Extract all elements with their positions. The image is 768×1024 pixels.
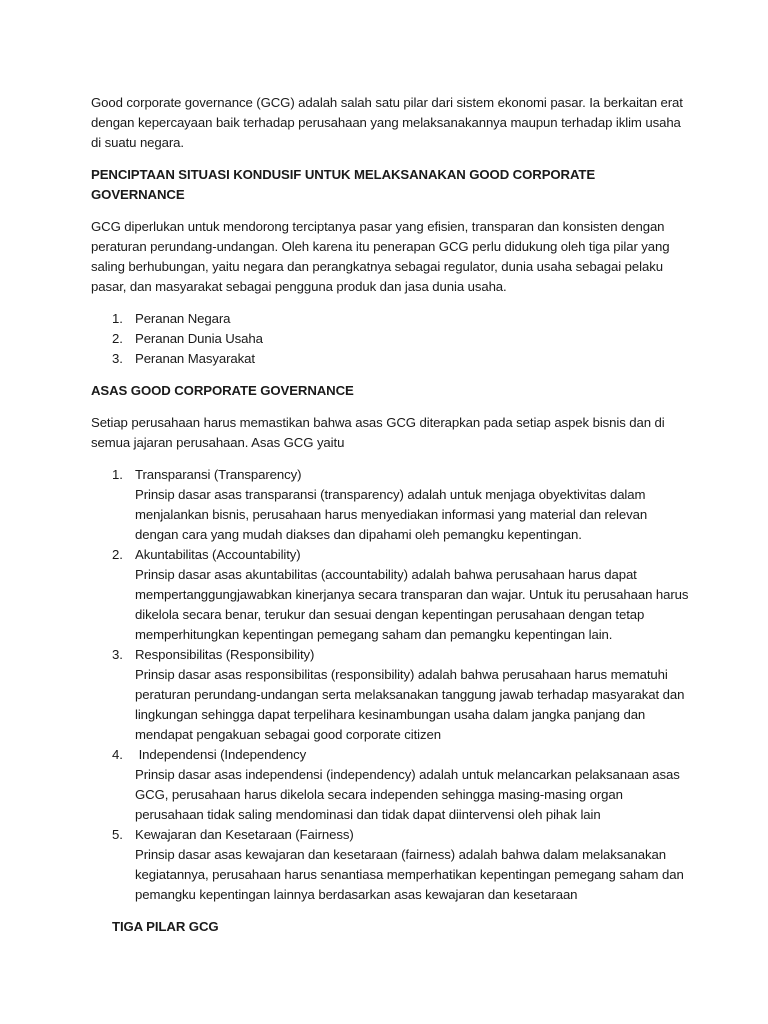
intro-paragraph: Good corporate governance (GCG) adalah salah satu pilar dari sistem ekonomi pasar. Ia berkaitan erat dengan kepercayaan baik terhadap perusahaan yang melaksanakannya maupun terhadap iklim usaha di suatu negara. [91, 95, 683, 150]
list-item [91, 349, 691, 369]
list-number: 2. [112, 547, 123, 562]
list-item [91, 329, 691, 349]
principle-description: Prinsip dasar asas akuntabilitas (accountability) adalah bahwa perusahaan harus dapat mempertanggungjawabkan kinerjanya secara transparan dan wajar. Untuk itu perusahaan harus dikelola secara benar, terukur dan sesuai dengan kepentingan perusahaan dengan tetap memperhitungkan kepentingan pemegang saham dan pemangku kepentingan lain. [135, 567, 689, 642]
principle-description: Prinsip dasar asas kewajaran dan kesetaraan (fairness) adalah bahwa dalam melaksanakan kegiatannya, perusahaan harus senantiasa memperhatikan kepentingan pemegang saham dan pemangku kepentingan lainnya berdasarkan asas kewajaran dan kesetaraan [135, 847, 684, 902]
principle-title: Responsibilitas (Responsibility) [135, 647, 315, 662]
section-heading-asas: ASAS GOOD CORPORATE GOVERNANCE [91, 383, 354, 398]
list-number: 1. [112, 467, 123, 482]
pillar-list [91, 309, 691, 369]
section-paragraph-asas: Setiap perusahaan harus memastikan bahwa asas GCG diterapkan pada setiap aspek bisnis dan di semua jajaran perusahaan. Asas GCG yaitu [91, 415, 665, 450]
principle-description: Prinsip dasar asas responsibilitas (responsibility) adalah bahwa perusahaan harus mematuhi peraturan perundang-undangan serta melaksanakan tanggung jawab terhadap masyarakat dan lingkungan sehingga dapat terpelihara kesinambungan usaha dalam jangka panjang dan mendapat pengakuan sebagai good corporate citizen [135, 667, 685, 742]
principle-title: Kewajaran dan Kesetaraan (Fairness) [135, 827, 354, 842]
list-number: 2. [112, 331, 123, 346]
principle-description: Prinsip dasar asas independensi (independency) adalah untuk melancarkan pelaksanaan asas GCG, perusahaan harus dikelola secara independen sehingga masing-masing organ perusahaan tidak saling mendominasi dan tidak dapat diintervensi oleh pihak lain [135, 767, 680, 822]
section-heading-penciptaan: PENCIPTAAN SITUASI KONDUSIF UNTUK MELAKSANAKAN GOOD CORPORATE GOVERNANCE [91, 167, 596, 202]
list-number: 5. [112, 827, 123, 842]
list-number: 3. [112, 351, 123, 366]
list-item [91, 465, 691, 545]
list-item-label: Peranan Masyarakat [135, 351, 255, 366]
list-item [91, 645, 691, 745]
list-item [91, 309, 691, 329]
principles-list [91, 465, 691, 905]
principle-title: Transparansi (Transparency) [135, 467, 302, 482]
principle-title: Akuntabilitas (Accountability) [135, 547, 301, 562]
section-heading-tiga-pilar: TIGA PILAR GCG [112, 919, 219, 934]
principle-title: Independensi (Independency [135, 747, 307, 762]
list-item [91, 545, 691, 645]
document-page [91, 93, 691, 949]
list-item-label: Peranan Dunia Usaha [135, 331, 263, 346]
list-number: 3. [112, 647, 123, 662]
list-item [91, 825, 691, 905]
principle-description: Prinsip dasar asas transparansi (transparency) adalah untuk menjaga obyektivitas dalam menjalankan bisnis, perusahaan harus menyediakan informasi yang material dan relevan dengan cara yang mudah diakses dan dipahami oleh pemangku kepentingan. [135, 487, 648, 542]
list-number: 1. [112, 311, 123, 326]
list-number: 4. [112, 747, 123, 762]
list-item-label: Peranan Negara [135, 311, 231, 326]
section-paragraph-penciptaan: GCG diperlukan untuk mendorong terciptanya pasar yang efisien, transparan dan konsisten dengan peraturan perundang-undangan. Oleh karena itu penerapan GCG perlu didukung oleh tiga pilar yang saling berhubungan, yaitu negara dan perangkatnya sebagai regulator, dunia usaha sebagai pelaku pasar, dan masyarakat sebagai pengguna produk dan jasa dunia usaha. [91, 219, 670, 294]
list-item [91, 745, 691, 825]
